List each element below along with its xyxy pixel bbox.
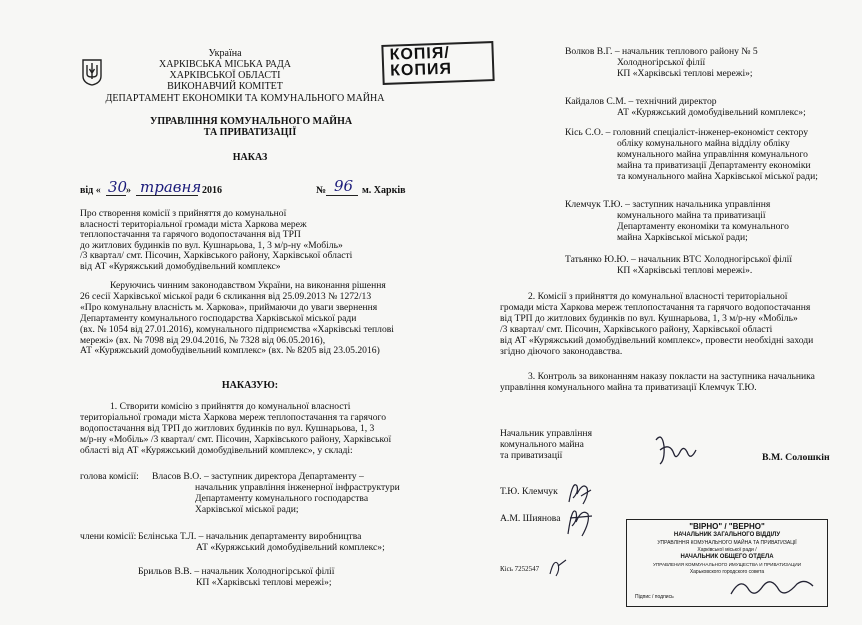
verified-stamp-line: УПРАВЛІННЯ КОМУНАЛЬНОГО МАЙНА ТА ПРИВАТИЗАЦІЇ — [657, 540, 797, 546]
verified-stamp-line: Підпис / подпись — [635, 594, 674, 600]
order-word: НАКАЗУЮ: — [221, 380, 279, 391]
subject-line: власності територіальної громади міста Харкова мереж — [80, 218, 307, 230]
item2-line: /3 квартал/ смт. Пісочин, Харківського району, Харківської області — [500, 324, 773, 335]
item3-line: 3. Контроль за виконанням наказу покласти на заступника начальника — [528, 371, 815, 382]
item-3 — [500, 371, 840, 393]
verified-stamp-line: УПРАВЛЕНИЯ КОММУНАЛЬНОГО ИМУЩЕСТВА И ПРИВАТИЗАЦИИ — [652, 562, 802, 567]
order-month: травня — [140, 178, 202, 196]
chair-entry — [152, 471, 400, 515]
subject-line: до житлових будинків по вул. Кушнарьова, 1, 3 м/р-ну «Мобіль» — [80, 239, 343, 251]
item1-line: водопостачання від ТРП до житлових будинків по вул. Кушнарьова, 1, 3 — [80, 422, 375, 434]
member-line: Клемчук Т.Ю. – заступник начальника управління — [565, 199, 771, 210]
member-line: Брильов В.В. – начальник Холодногірської філії — [138, 566, 335, 577]
member-line: Кайдалов С.М. – технічний директор — [565, 96, 717, 107]
office-title-line1: УПРАВЛІННЯ КОМУНАЛЬНОГО МАЙНА — [150, 116, 353, 127]
number-underline — [326, 195, 358, 196]
approval-name: А.М. Шиянова — [500, 513, 561, 524]
item2-line: 2. Комісії з прийняття до комунальної власності територіальної — [528, 291, 788, 302]
order-city: м. Харків — [362, 185, 406, 196]
item-2 — [500, 291, 840, 357]
coat-of-arms-icon — [80, 58, 104, 86]
verified-stamp-line: Харківської міської ради / — [697, 547, 757, 553]
approval-name: Т.Ю. Клемчук — [500, 486, 558, 497]
chair-line: начальник управління інженерної інфраструктури — [195, 482, 400, 493]
verified-stamp-line: Харьковского городского совета — [689, 569, 765, 575]
item2-line: громади міста Харкова мереж теплопостачання та гарячого водопостачання — [500, 302, 811, 313]
signatory-title-line: Начальник управління — [500, 428, 592, 439]
document-type: НАКАЗ — [232, 152, 268, 163]
member-line: Бєлінська Т.Л. – начальник департаменту виробництва — [138, 531, 362, 542]
member-line: комунального майна управління комунального — [617, 149, 808, 160]
chair-line: Департаменту комунального господарства — [195, 493, 369, 504]
executor-note: Кісь 7252547 — [500, 565, 540, 573]
order-number: 96 — [334, 177, 354, 195]
subject-line: від АТ «Куряжський домобудівельний комплекс» — [80, 260, 281, 272]
member-line: КП «Харківські теплові мережі». — [617, 265, 753, 276]
member-line: Холодногірської філії — [617, 57, 706, 68]
copy-stamp-line2: КОПИЯ — [389, 60, 453, 80]
preamble-line: Керуючись чинним законодавством України, на виконання рішення — [110, 280, 386, 291]
member-entry — [565, 46, 758, 79]
approval-signature — [562, 500, 596, 540]
subject-line: теплопостачання та гарячого водопостачання від ТРП — [80, 229, 301, 241]
order-day: 30 — [108, 178, 128, 196]
verified-stamp-line: "ВІРНО" / "ВЕРНО" — [689, 522, 765, 531]
preamble-line: (вх. № 1054 від 27.01.2016), комунального підприємства «Харківські теплові — [80, 323, 394, 335]
header-country: Україна — [208, 48, 242, 59]
header-region: ХАРКІВСЬКОЇ ОБЛАСТІ — [169, 70, 281, 81]
header-council: ХАРКІВСЬКА МІСЬКА РАДА — [158, 59, 292, 70]
member-entry — [138, 566, 334, 588]
copy-stamp — [381, 41, 494, 85]
item1-line: м/р-ну «Мобіль» /3 квартал/ смт. Пісочин, Харківського району, Харківської — [80, 433, 392, 445]
member-line: АТ «Куряжський домобудівельний комплекс»; — [196, 542, 385, 553]
order-year: 2016 — [202, 185, 222, 196]
chair-line: Власов В.О. – заступник директора Департаменту – — [152, 471, 364, 482]
member-entry — [565, 127, 818, 182]
preamble-line: мережі» (вх. № 7098 від 29.04.2016, № 7328 від 06.05.2016), — [80, 334, 326, 346]
member-line: майна Харківської міської ради; — [617, 232, 748, 243]
member-line: комунального майна та приватизації — [617, 210, 766, 221]
order-date-prefix: від « — [80, 185, 101, 196]
signatory-title-line: та приватизації — [500, 450, 563, 461]
order-number-prefix: № — [316, 185, 327, 196]
member-entry — [565, 254, 792, 276]
preamble — [80, 281, 420, 357]
preamble-line: 26 сесії Харківської міської ради 6 скликання від 25.09.2013 № 1272/13 — [80, 290, 372, 302]
order-subject — [80, 209, 380, 273]
preamble-line: «Про комунальну власність м. Харкова», приймаючи до уваги звернення — [80, 301, 378, 313]
member-line: Татьянко Ю.Ю. – начальник ВТС Холодногірської філії — [565, 254, 793, 265]
item2-line: згідно діючого законодавства. — [500, 346, 623, 357]
item2-line: від АТ «Куряжський домобудівельний комплекс», провести необхідні заходи — [500, 335, 814, 346]
verified-stamp — [626, 519, 828, 607]
stamp-signature — [727, 572, 817, 602]
item1-line: територіальної громади міста Харкова мереж теплопостачання та гарячого — [80, 411, 387, 423]
item3-line: управління комунального майна та приватизації Клемчук Т.Ю. — [500, 382, 757, 393]
item1-line: 1. Створити комісію з прийняття до комунальної власності — [110, 401, 351, 412]
subject-line: /3 квартал/ смт. Пісочин, Харківського району, Харківської області — [80, 250, 353, 262]
chair-line: Харківської міської ради; — [195, 504, 299, 515]
item1-line: області від АТ «Куряжський домобудівельний комплекс», у складі: — [80, 444, 353, 456]
member-line: КП «Харківські теплові мережі»; — [617, 68, 753, 79]
director-signature — [650, 430, 700, 470]
subject-line: Про створення комісії з прийняття до комунальної — [80, 208, 287, 219]
members-label: члени комісії: — [80, 531, 137, 542]
preamble-line: Департаменту комунального господарства Харківської міської ради — [80, 312, 357, 324]
member-line: Волков В.Г. – начальник теплового району № 5 — [565, 46, 758, 57]
member-line: КП «Харківські теплові мережі»; — [196, 577, 332, 588]
office-title-line2: ТА ПРИВАТИЗАЦІЇ — [203, 127, 297, 138]
member-line: та комунального майна Харківської міської ради; — [617, 171, 818, 182]
member-entry — [565, 199, 789, 243]
item-1 — [80, 402, 420, 457]
signatory-title — [500, 428, 592, 461]
executor-signature — [546, 552, 570, 580]
signatory-name: В.М. Солошкін — [762, 452, 830, 463]
member-entry — [138, 531, 385, 553]
verified-stamp-line: НАЧАЛЬНИК ОБЩЕГО ОТДЕЛА — [680, 554, 774, 560]
copy-stamp-line1: КОПІЯ/ — [389, 44, 451, 64]
signatory-title-line: комунального майна — [500, 439, 584, 450]
member-line: Кісь С.О. – головний спеціаліст-інженер-економіст сектору — [565, 127, 808, 138]
header-department: ДЕПАРТАМЕНТ ЕКОНОМІКИ ТА КОМУНАЛЬНОГО МАЙНА — [105, 93, 385, 104]
item2-line: від ТРП до житлових будинків по вул. Кушнарьова, 1, 3 м/р-ну «Мобіль» — [500, 313, 798, 324]
day-underline — [106, 195, 126, 196]
member-line: майна та приватизації Департаменту економіки — [617, 160, 811, 171]
preamble-line: АТ «Куряжський домобудівельний комплекс» (вх. № 8205 від 23.05.2016) — [80, 345, 380, 357]
header-committee: ВИКОНАВЧИЙ КОМІТЕТ — [167, 81, 283, 92]
member-line: обліку комунального майна відділу обліку — [617, 138, 790, 149]
member-line: АТ «Куряжський домобудівельний комплекс»; — [617, 107, 806, 118]
chair-label: голова комісії: — [80, 471, 139, 482]
verified-stamp-line: НАЧАЛЬНИК ЗАГАЛЬНОГО ВІДДІЛУ — [673, 532, 781, 538]
member-line: Департаменту економіки та комунального — [617, 221, 789, 232]
member-entry — [565, 96, 806, 118]
order-date-mid: » — [126, 185, 131, 196]
month-underline — [136, 195, 198, 196]
